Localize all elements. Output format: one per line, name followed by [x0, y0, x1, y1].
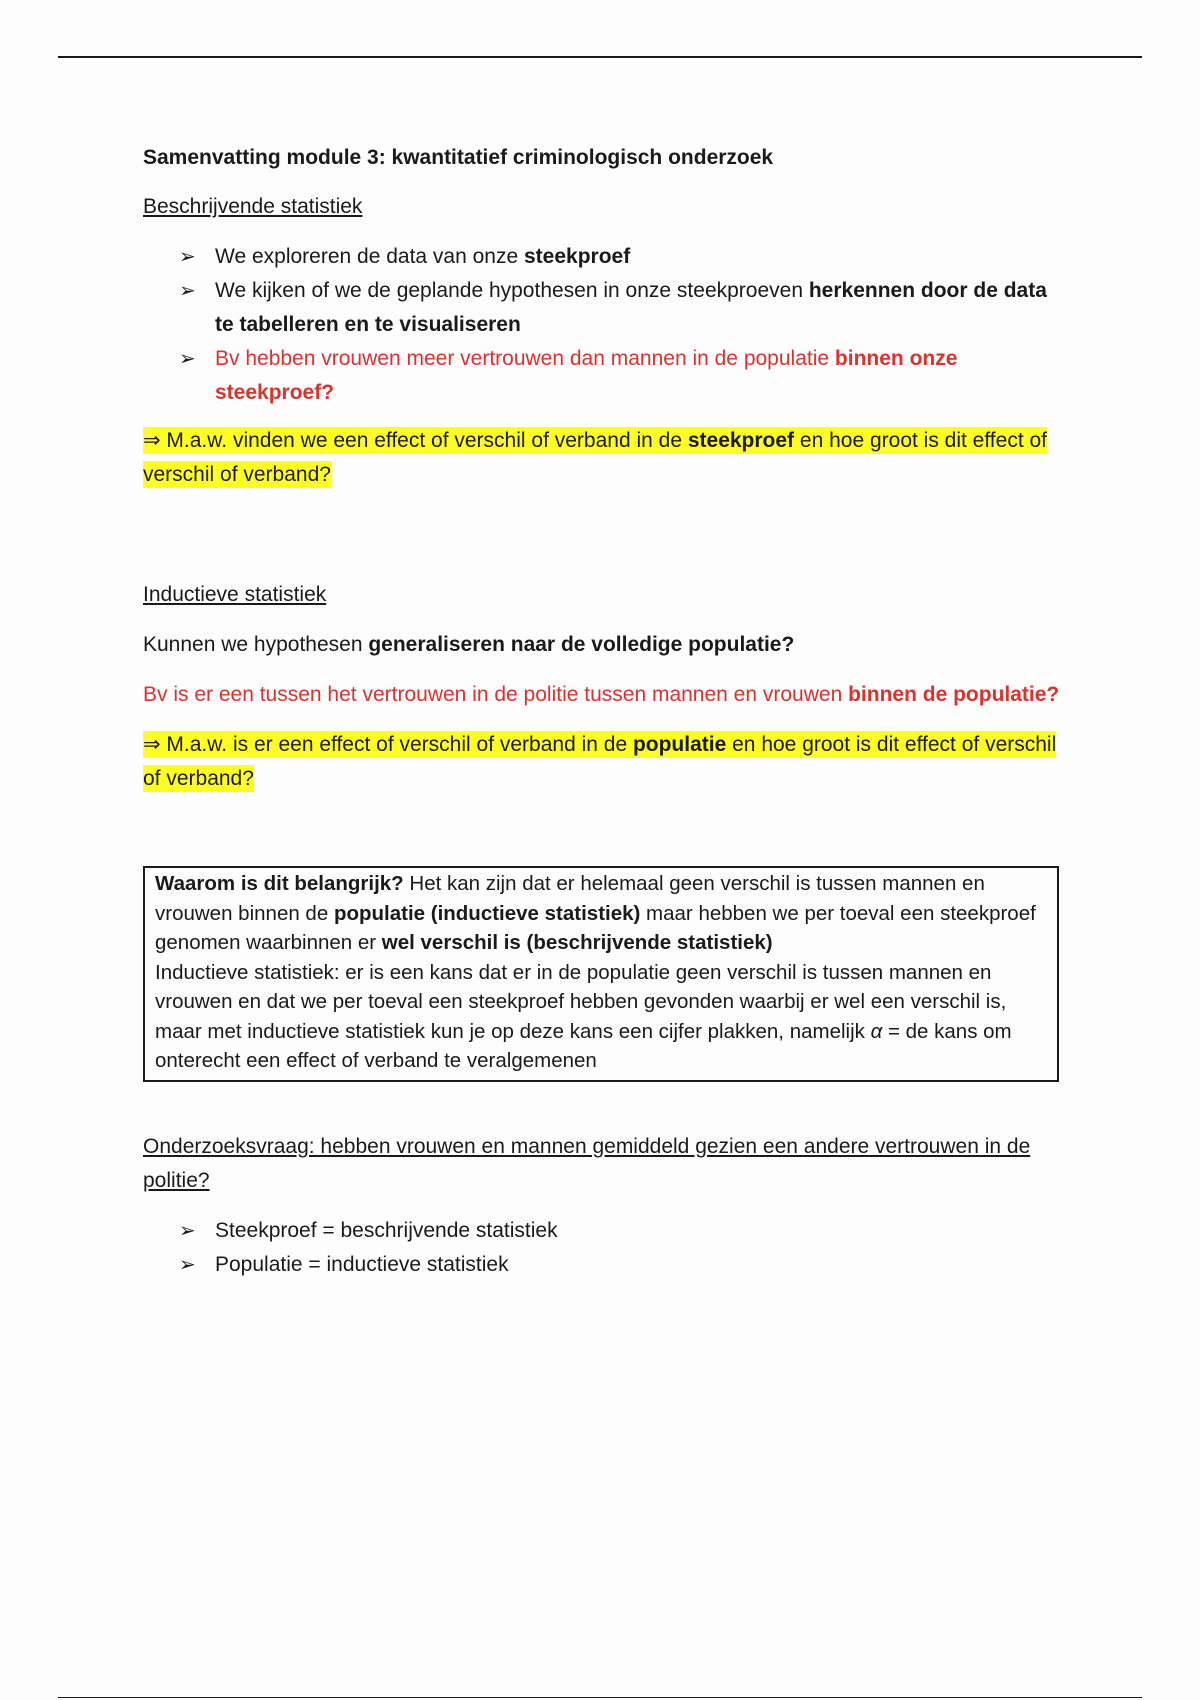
list-item: ➢ We kijken of we de geplande hypothesen in onze steekproeven herkennen door de data te tabelleren en te visualiseren [215, 274, 1063, 342]
list-item: ➢ We exploreren de data van onze steekproef [215, 240, 1063, 274]
heading-beschrijvende-statistiek: Beschrijvende statistiek [143, 195, 363, 218]
bottom-rule [58, 1697, 1142, 1698]
list-item: ➢ Steekproef = beschrijvende statistiek [215, 1214, 1063, 1248]
highlight-summary-steekproef: ⇒ M.a.w. vinden we een effect of verschil of verband in de steekproef en hoe groot is dit effect of verschil of verband? [143, 429, 1048, 486]
alpha-symbol: α [870, 1019, 883, 1043]
bullet-list-onderzoeksvraag [143, 1214, 1063, 1282]
highlight-summary-populatie: ⇒ M.a.w. is er een effect of verschil of verband in de populatie en hoe groot is dit effect of verschil of verband? [143, 733, 1057, 790]
info-box-paragraph: Inductieve statistiek: er is een kans dat er in de populatie geen verschil is tussen mannen en vrouwen en dat we per toeval een steekproef hebben gevonden waarbij er wel een verschil is, maar met inductieve statistiek kun je op deze kans een cijfer plakken, namelijk α = de kans om onterecht een effect of verband te veralgemenen [155, 960, 1012, 1072]
arrow-bullet-icon: ➢ [179, 280, 196, 302]
heading-inductieve-statistiek: Inductieve statistiek [143, 583, 327, 606]
document-body [143, 142, 1063, 1296]
arrow-bullet-icon: ➢ [179, 1253, 196, 1276]
heading-onderzoeksvraag: Onderzoeksvraag: hebben vrouwen en mannen gemiddeld gezien een andere vertrouwen in de politie? [143, 1134, 1031, 1192]
arrow-bullet-icon: ➢ [179, 1219, 196, 1242]
list-item: ➢ Bv hebben vrouwen meer vertrouwen dan mannen in de populatie binnen onze steekproef? [215, 342, 1063, 410]
example-populatie: Bv is er een tussen het vertrouwen in de politie tussen mannen en vrouwen binnen de populatie? [143, 683, 1060, 706]
arrow-bullet-icon: ➢ [179, 348, 196, 370]
info-box-paragraph: Waarom is dit belangrijk? Het kan zijn dat er helemaal geen verschil is tussen mannen en vrouwen binnen de populatie (inductieve statistiek) maar hebben we per toeval een steekproef genomen waarbinnen er wel verschil is (beschrijvende statistiek) [155, 872, 1036, 954]
arrow-bullet-icon: ➢ [179, 246, 196, 268]
info-box-waarom-belangrijk [143, 866, 1059, 1082]
bullet-list-beschrijvend [143, 240, 1063, 410]
top-rule [58, 56, 1142, 58]
question-generaliseren: Kunnen we hypothesen generaliseren naar de volledige populatie? [143, 633, 795, 656]
document-title: Samenvatting module 3: kwantitatief criminologisch onderzoek [143, 146, 774, 169]
list-item: ➢ Populatie = inductieve statistiek [215, 1248, 1063, 1282]
